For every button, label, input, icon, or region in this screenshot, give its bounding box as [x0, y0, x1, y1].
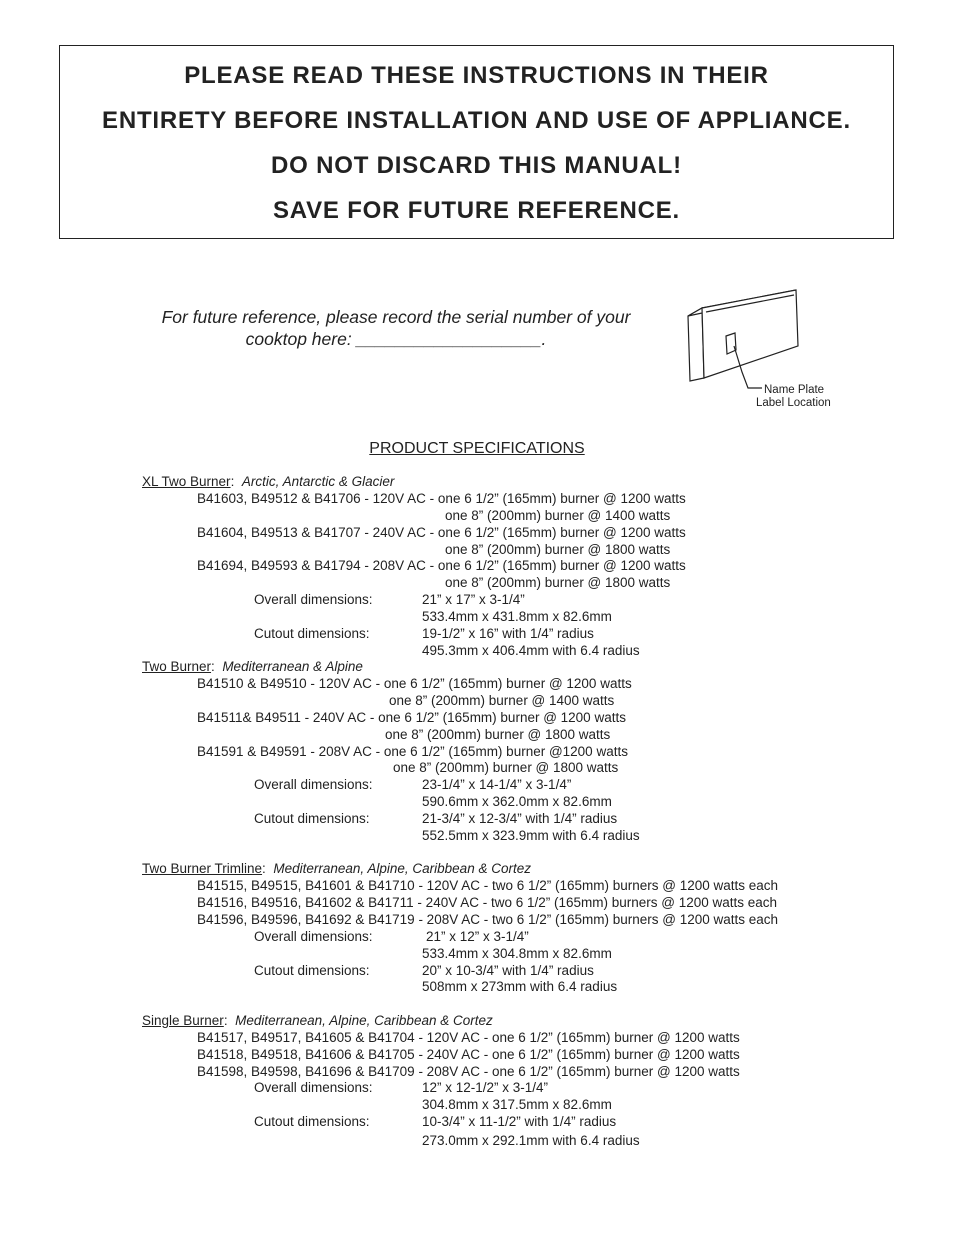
xl-sep: : — [230, 474, 235, 489]
two-overall-imperial: 23-1/4” x 14-1/4” x 3-1/4” — [422, 777, 572, 792]
nameplate-label — [756, 384, 831, 410]
two-name: Two Burner — [142, 659, 212, 674]
xl-cutout-imperial: 19-1/2” x 16” with 1/4” radius — [422, 626, 594, 641]
single-line-3: B41598, B49598, B41696 & B41709 - 208V AC - one 6 1/2” (165mm) burner @ 1200 watts — [197, 1064, 740, 1079]
trim-models: Mediterranean, Alpine, Caribbean & Cortez — [273, 861, 531, 876]
two-models: Mediterranean & Alpine — [222, 659, 363, 674]
trim-line-1: B41515, B49515, B41601 & B41710 - 120V AC - two 6 1/2” (165mm) burners @ 1200 watts each — [197, 878, 779, 893]
single-line-2: B41518, B49518, B41606 & B41705 - 240V AC - one 6 1/2” (165mm) burner @ 1200 watts — [197, 1047, 740, 1062]
two-line-1: B41510 & B49510 - 120V AC - one 6 1/2” (165mm) burner @ 1200 watts — [197, 676, 632, 691]
xl-overall-metric: 533.4mm x 431.8mm x 82.6mm — [422, 609, 612, 624]
warning-line-3: DO NOT DISCARD THIS MANUAL! — [271, 152, 682, 179]
xl-overall-label: Overall dimensions: — [254, 592, 373, 607]
trim-line-3: B41596, B49596, B41692 & B41719 - 208V AC - two 6 1/2” (165mm) burners @ 1200 watts each — [197, 912, 779, 927]
trim-cutout-imperial: 20” x 10-3/4” with 1/4” radius — [422, 963, 594, 978]
two-line-6: one 8” (200mm) burner @ 1800 watts — [393, 760, 619, 775]
xl-line-1: B41603, B49512 & B41706 - 120V AC - one 6 1/2” (165mm) burner @ 1200 watts — [197, 491, 686, 506]
single-overall-metric: 304.8mm x 317.5mm x 82.6mm — [422, 1097, 612, 1112]
two-overall-label: Overall dimensions: — [254, 777, 373, 792]
warning-box — [59, 45, 894, 239]
two-line-4: one 8” (200mm) burner @ 1800 watts — [385, 727, 611, 742]
single-heading — [142, 1013, 493, 1029]
warning-line-1: PLEASE READ THESE INSTRUCTIONS IN THEIR — [184, 62, 769, 89]
xl-heading — [142, 474, 394, 490]
single-sep: : — [223, 1013, 228, 1028]
single-name: Single Burner — [142, 1013, 224, 1028]
xl-overall-imperial: 21” x 17” x 3-1/4” — [422, 592, 525, 607]
xl-line-3: B41604, B49513 & B41707 - 240V AC - one 6 1/2” (165mm) burner @ 1200 watts — [197, 525, 686, 540]
xl-cutout-label: Cutout dimensions: — [254, 626, 370, 641]
two-line-2: one 8” (200mm) burner @ 1400 watts — [389, 693, 615, 708]
single-cutout-metric: 273.0mm x 292.1mm with 6.4 radius — [422, 1133, 640, 1148]
serial-line-1: For future reference, please record the serial number of your — [161, 307, 631, 327]
two-heading — [142, 659, 363, 675]
spec-title: PRODUCT SPECIFICATIONS — [369, 440, 585, 457]
two-sep: : — [211, 659, 215, 674]
nameplate-label-line-2: Label Location — [756, 397, 831, 409]
trim-heading — [142, 861, 531, 877]
xl-line-2: one 8” (200mm) burner @ 1400 watts — [445, 508, 671, 523]
trim-cutout-metric: 508mm x 273mm with 6.4 radius — [422, 979, 618, 994]
xl-models: Arctic, Antarctic & Glacier — [241, 474, 395, 489]
nameplate-icon — [726, 333, 736, 354]
two-line-3: B41511& B49511 - 240V AC - one 6 1/2” (165mm) burner @ 1200 watts — [197, 710, 626, 725]
xl-cutout-metric: 495.3mm x 406.4mm with 6.4 radius — [422, 643, 640, 658]
two-line-5: B41591 & B49591 - 208V AC - one 6 1/2” (165mm) burner @1200 watts — [197, 744, 628, 759]
xl-line-6: one 8” (200mm) burner @ 1800 watts — [445, 575, 671, 590]
nameplate-label-line-1: Name Plate — [764, 384, 825, 396]
two-cutout-metric: 552.5mm x 323.9mm with 6.4 radius — [422, 828, 640, 843]
cooktop-front-face — [688, 308, 704, 381]
trim-overall-metric: 533.4mm x 304.8mm x 82.6mm — [422, 946, 612, 961]
xl-line-4: one 8” (200mm) burner @ 1800 watts — [445, 542, 671, 557]
warning-line-4: SAVE FOR FUTURE REFERENCE. — [272, 197, 681, 224]
single-models: Mediterranean, Alpine, Caribbean & Cortez — [235, 1013, 493, 1028]
single-overall-imperial: 12” x 12-1/2” x 3-1/4” — [422, 1080, 549, 1095]
trim-line-2: B41516, B49516, B41602 & B41711 - 240V AC - two 6 1/2” (165mm) burners @ 1200 watts each — [197, 895, 778, 910]
single-cutout-label: Cutout dimensions: — [254, 1114, 370, 1129]
trim-name: Two Burner Trimline — [142, 861, 263, 876]
trim-sep: : — [262, 861, 266, 876]
trim-overall-imperial: 21” x 12” x 3-1/4” — [426, 929, 529, 944]
warning-line-2: ENTIRETY BEFORE INSTALLATION AND USE OF APPLIANCE. — [102, 107, 851, 134]
xl-line-5: B41694, B49593 & B41794 - 208V AC - one 6 1/2” (165mm) burner @ 1200 watts — [197, 558, 686, 573]
single-line-1: B41517, B49517, B41605 & B41704 - 120V AC - one 6 1/2” (165mm) burner @ 1200 watts — [197, 1030, 740, 1045]
cooktop-nameplate-illustration — [684, 282, 804, 392]
serial-number-prompt — [120, 306, 672, 350]
single-cutout-imperial: 10-3/4” x 11-1/2” with 1/4” radius — [422, 1114, 617, 1129]
two-overall-metric: 590.6mm x 362.0mm x 82.6mm — [422, 794, 612, 809]
serial-line-2: cooktop here: ___________________. — [245, 329, 547, 349]
single-overall-label: Overall dimensions: — [254, 1080, 373, 1095]
trim-overall-label: Overall dimensions: — [254, 929, 373, 944]
xl-name: XL Two Burner — [142, 474, 231, 489]
two-cutout-label: Cutout dimensions: — [254, 811, 370, 826]
two-cutout-imperial: 21-3/4” x 12-3/4” with 1/4” radius — [422, 811, 618, 826]
trim-cutout-label: Cutout dimensions: — [254, 963, 370, 978]
